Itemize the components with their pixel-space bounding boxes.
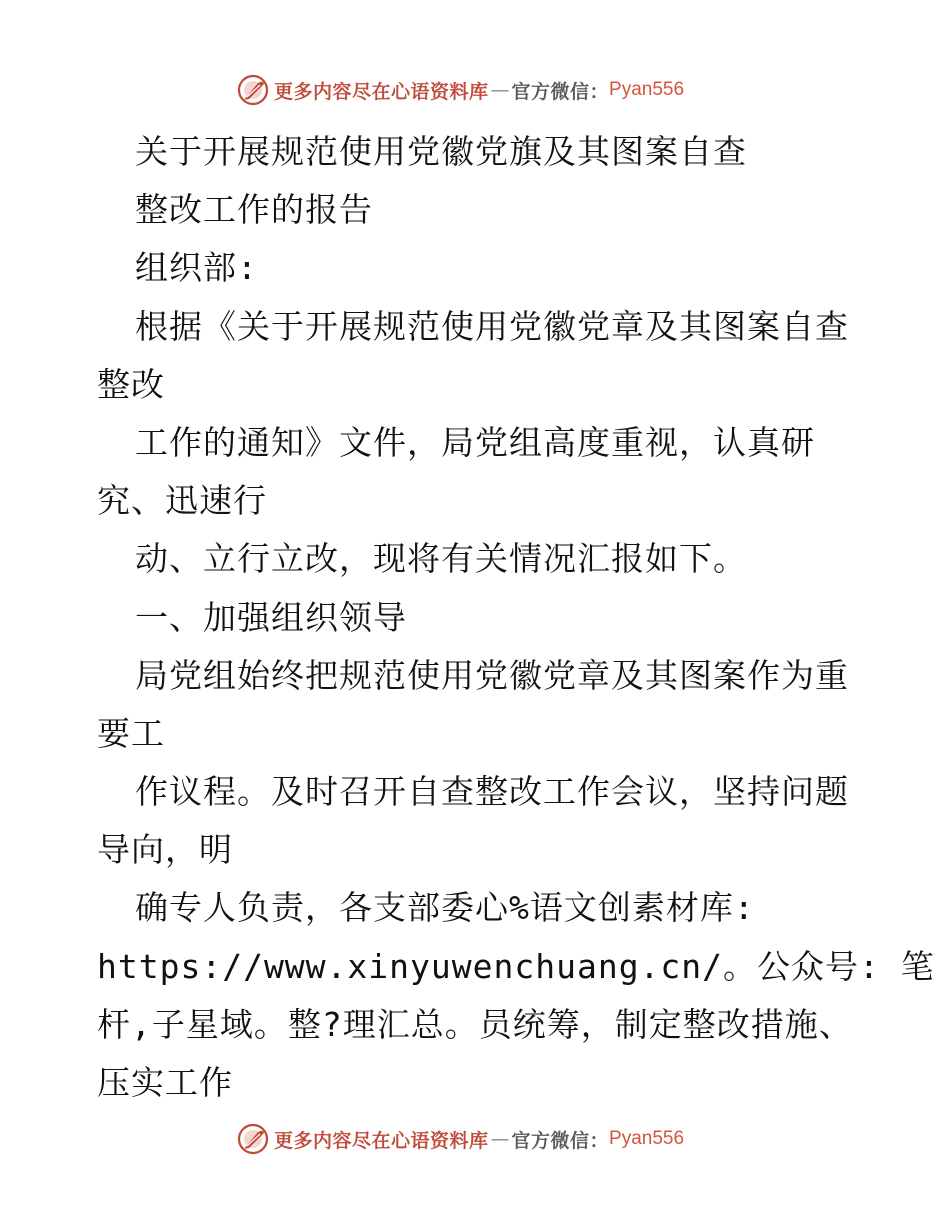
quill-pen-seal-icon [236, 73, 270, 107]
paragraph-line: 杆,子星域。整?理汇总。员统筹，制定整改措施、 [97, 1004, 853, 1044]
banner-dash: — [490, 79, 510, 101]
banner-title-text: 更多内容尽在心语资料库 [274, 80, 489, 103]
banner-wechat-label: 官方微信： [511, 80, 610, 103]
paragraph-line: 要工 [97, 713, 165, 753]
banner-wechat-id: Pyan556 [609, 1128, 685, 1149]
paragraph-line: 导向，明 [97, 830, 233, 870]
paragraph-line: 局党组始终把规范使用党徽党章及其图案作为重 [135, 655, 849, 695]
paragraph-line: 整改 [97, 364, 165, 404]
addressee-line: 组织部: [135, 248, 258, 288]
paragraph-line: 确专人负责，各支部委心%语文创素材库: [135, 888, 755, 928]
paragraph-line: 压实工作 [97, 1063, 233, 1102]
banner-dash: — [490, 1128, 510, 1150]
banner-title-text: 更多内容尽在心语资料库 [274, 1129, 489, 1152]
paragraph-line: 作议程。及时召开自查整改工作会议，坚持问题 [135, 772, 849, 812]
banner-wechat-id: Pyan556 [609, 79, 685, 100]
header-watermark-banner [236, 73, 716, 107]
paragraph-line: 动、立行立改，现将有关情况汇报如下。 [135, 539, 747, 579]
paragraph-line: 究、迅速行 [97, 481, 267, 521]
banner-wechat-label: 官方微信： [511, 1129, 610, 1152]
section-heading: 一、加强组织领导 [135, 597, 407, 637]
paragraph-line: 根据《关于开展规范使用党徽党章及其图案自查 [135, 306, 849, 346]
document-title-line-2: 整改工作的报告 [135, 190, 373, 230]
quill-pen-seal-icon [236, 1122, 270, 1156]
paragraph-line: 工作的通知》文件，局党组高度重视，认真研 [135, 422, 815, 462]
document-body [97, 123, 935, 1112]
footer-watermark-banner [236, 1122, 716, 1156]
document-title-line-1: 关于开展规范使用党徽党旗及其图案自查 [135, 132, 747, 171]
url-line: https://www.xinyuwenchuang.cn/。公众号: 笔 [97, 946, 935, 986]
